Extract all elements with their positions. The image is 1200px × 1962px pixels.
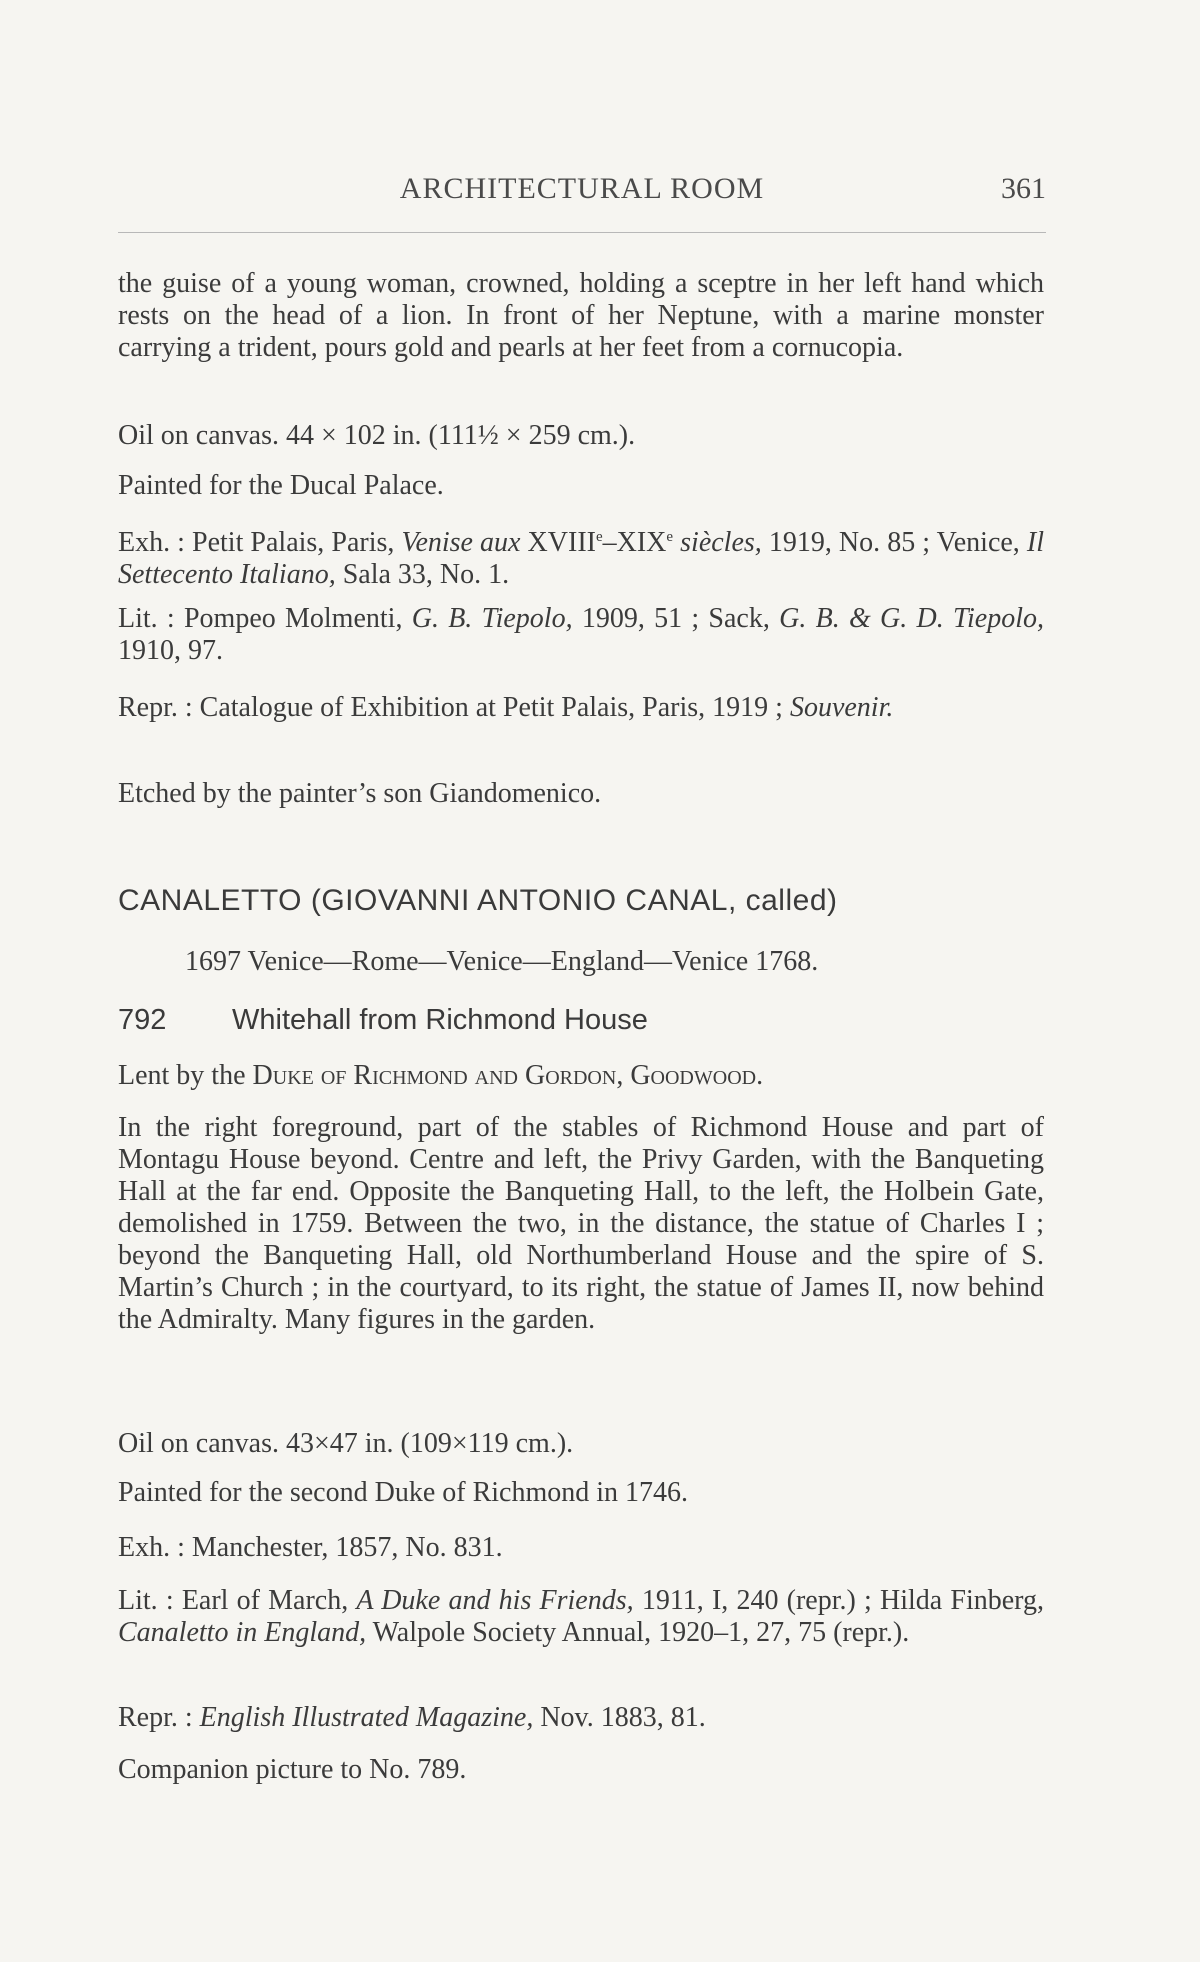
- lot-exhibition-text: Exh. : Manchester, 1857, No. 831.: [118, 1532, 503, 1563]
- lot-reproduction-line: [118, 1702, 1044, 1734]
- lot-medium-text: Oil on canvas. 43×47 in. (109×119 cm.).: [118, 1428, 574, 1459]
- medium-line: [118, 420, 1044, 452]
- lot-reproduction-text: [118, 1702, 1044, 1734]
- literature-text: [118, 603, 1044, 667]
- exh-prefix: Exh. : Petit Palais, Paris,: [118, 527, 402, 558]
- lender-line: [118, 1060, 1044, 1092]
- exh-century-b: –XIX: [602, 527, 667, 558]
- companion-line: [118, 1754, 1044, 1786]
- exh-sup-a: e: [595, 529, 603, 545]
- lit-title-b: G. B. & G. D. Tiepolo,: [779, 603, 1044, 634]
- lot-provenance-line: [118, 1477, 1044, 1509]
- exh-after: 1919, No. 85 ; Venice,: [761, 527, 1027, 558]
- artist-heading: CANALETTO (GIOVANNI ANTONIO CANAL, called): [118, 884, 838, 917]
- lot-literature-text: [118, 1585, 1044, 1649]
- exh-title-c: Il Settecento Italiano,: [118, 527, 1044, 590]
- etched-text: Etched by the painter’s son Giandomenico.: [118, 778, 602, 809]
- companion-text: Companion picture to No. 789.: [118, 1754, 467, 1785]
- lit-title-a: G. B. Tiepolo,: [411, 603, 573, 634]
- lot-heading: [118, 1000, 1044, 1040]
- reproduction-entry: [118, 692, 1044, 724]
- lot-number: 792: [118, 1004, 167, 1036]
- repr-title: Souvenir.: [789, 692, 894, 723]
- lender-name: Duke of Richmond and Gordon, Goodwood.: [252, 1060, 764, 1091]
- header-rule: [118, 232, 1046, 233]
- lit-end: 1910, 97.: [118, 635, 223, 666]
- page-number: 361: [1001, 172, 1046, 205]
- lot-repr-title: English Illustrated Magazine,: [199, 1702, 534, 1733]
- lot-lit-prefix: Lit. : Earl of March,: [118, 1585, 357, 1616]
- lot-lit-title-b: Canaletto in England,: [118, 1617, 367, 1648]
- exhibition-text: [118, 521, 1044, 591]
- lot-title: Whitehall from Richmond House: [232, 1004, 648, 1036]
- lot-exhibition-line: [118, 1532, 1044, 1564]
- medium-text: Oil on canvas. 44 × 102 in. (111½ × 259 cm.).: [118, 420, 636, 451]
- lot-lit-title-a: A Duke and his Friends,: [356, 1585, 634, 1616]
- running-header: [118, 172, 1046, 212]
- provenance-text: Painted for the Ducal Palace.: [118, 470, 444, 501]
- exh-title-b: siècles,: [673, 527, 762, 558]
- lot-provenance-text: Painted for the second Duke of Richmond in 1746.: [118, 1477, 689, 1508]
- lot-description: [118, 1112, 1044, 1336]
- exhibition-entry: [118, 521, 1044, 591]
- lot-lit-end: Walpole Society Annual, 1920–1, 27, 75 (repr.).: [366, 1617, 910, 1648]
- exh-century-a: XVIII: [520, 527, 596, 558]
- lot-repr-end: Nov. 1883, 81.: [533, 1702, 706, 1733]
- lot-literature-entry: [118, 1585, 1044, 1649]
- artist-dates: 1697 Venice—Rome—Venice—England—Venice 1768.: [185, 946, 819, 977]
- repr-prefix: Repr. : Catalogue of Exhibition at Petit Palais, Paris, 1919 ;: [118, 692, 790, 723]
- lot-description-text: In the right foreground, part of the stables of Richmond House and part of Montagu House beyond. Centre and left, the Privy Garden, with the Banqueting Hall at the far end. Opposite the Banqueting Hall, to the left, the Holbein Gate, demolished in 1759. Between the two, in the distance, the statue of Charles I ; beyond the Banqueting Hall, old Northumberland House and the spire of S. Martin’s Church ; in the courtyard, to its right, the statue of James II, now behind the Admiralty. Many figures in the garden.: [118, 1112, 1044, 1335]
- exh-title-a: Venise aux: [401, 527, 521, 558]
- etched-line: [118, 778, 1044, 810]
- exh-sup-b: e: [666, 529, 674, 545]
- exh-end: Sala 33, No. 1.: [335, 559, 510, 590]
- lot-lit-middle: 1911, I, 240 (repr.) ; Hilda Finberg,: [633, 1585, 1044, 1616]
- lot-medium-line: [118, 1428, 1044, 1460]
- lit-middle: 1909, 51 ; Sack,: [572, 603, 780, 634]
- lot-repr-prefix: Repr. :: [118, 1702, 200, 1733]
- description-paragraph: the guise of a young woman, crowned, holding a sceptre in her left hand which rests on the head of a lion. In front of her Neptune, with a marine monster carrying a trident, pours gold and pearls at her feet from a cornucopia.: [118, 268, 1044, 363]
- lent-prefix: Lent by the: [118, 1060, 253, 1091]
- continued-description: [118, 268, 1044, 364]
- provenance-line: [118, 470, 1044, 502]
- literature-entry: [118, 603, 1044, 667]
- lender-text: [118, 1060, 1044, 1092]
- lit-prefix: Lit. : Pompeo Molmenti,: [118, 603, 412, 634]
- reproduction-text: [118, 692, 1044, 724]
- running-title: ARCHITECTURAL ROOM: [399, 172, 765, 205]
